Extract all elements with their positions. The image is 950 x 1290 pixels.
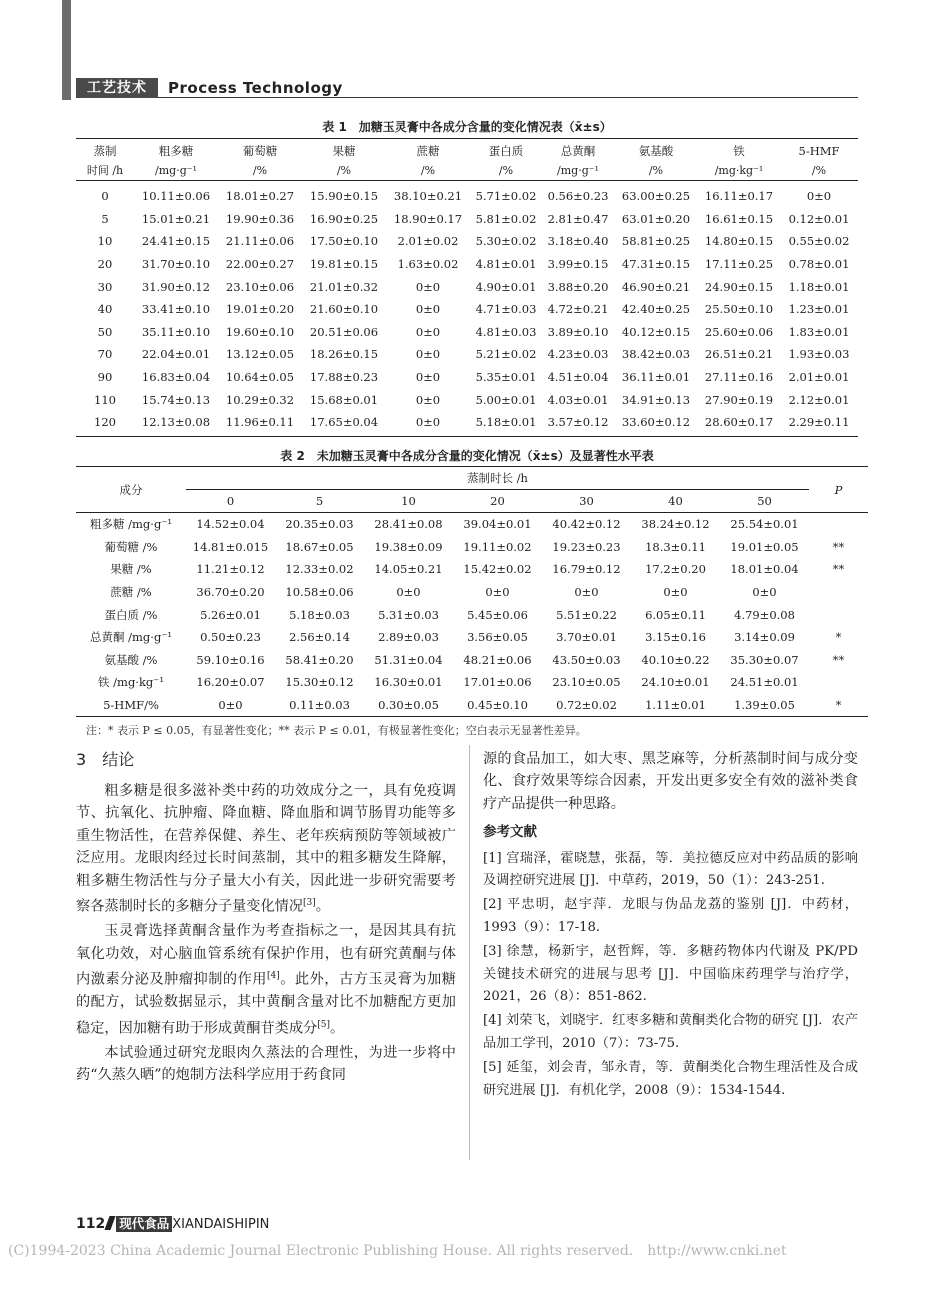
table-cell: 120 bbox=[76, 411, 134, 436]
table-cell: 19.01±0.20 bbox=[225, 302, 295, 317]
table-cell: 0±0 bbox=[396, 585, 421, 600]
table-cell: 6.05±0.11 bbox=[645, 607, 706, 622]
table-row bbox=[76, 253, 858, 276]
table1-header: 蔗糖 bbox=[386, 139, 470, 161]
table-cell: 40.42±0.12 bbox=[552, 517, 621, 532]
table-cell: 0±0 bbox=[663, 585, 688, 600]
table-row bbox=[76, 321, 858, 344]
table-cell: 0±0 bbox=[574, 585, 599, 600]
table-cell: 18.3±0.11 bbox=[645, 539, 706, 554]
table-cell: 0±0 bbox=[415, 302, 441, 317]
table-cell: 0±0 bbox=[806, 189, 832, 204]
table2-time-header: 5 bbox=[275, 490, 364, 513]
table-cell: 14.52±0.04 bbox=[196, 517, 265, 532]
table-cell: 0±0 bbox=[415, 392, 441, 407]
table-cell: 16.90±0.25 bbox=[309, 211, 379, 226]
table-cell: 2.56±0.14 bbox=[289, 630, 350, 645]
paragraph-1-text: 粗多糖是很多滋补类中药的功效成分之一，具有免疫调节、抗氧化、抗肿瘤、降血糖、降血脂和调节肠胃功能等多重生物活性，在营养保健、养生、老年疾病预防等领域被广泛应用。龙眼肉经过长时间蒸制，其中的粗多糖发生降解，粗多糖生物活性与分子量大小有关，因此进一步研究需要考察各蒸制时长的多糖分子量变化情况 bbox=[76, 783, 456, 915]
table1-header: 葡萄糖 bbox=[218, 139, 302, 161]
table1-header: 果糖 bbox=[302, 139, 386, 161]
table-cell: 0.72±0.02 bbox=[542, 694, 631, 717]
table2-caption: 表 2 未加糖玉灵膏中各成分含量的变化情况（x̄±s）及显著性水平表 bbox=[280, 449, 654, 463]
table-cell: 5.26±0.01 bbox=[200, 607, 261, 622]
table-cell: 20.35±0.03 bbox=[285, 517, 354, 532]
table-row bbox=[76, 388, 858, 411]
table-cell: 40 bbox=[97, 302, 113, 317]
table-cell: 5.18±0.01 bbox=[470, 411, 542, 436]
slash-mark bbox=[105, 1216, 116, 1230]
paragraph-3-continued: 源的食品加工，如大枣、黑芝麻等，分析蒸制时间与成分变化、食疗效果等综合因素，开发出更多安全有效的滋补类食疗产品提供一种思路。 bbox=[483, 751, 858, 812]
reference-item: [3] 徐慧，杨新宇，赵哲辉，等．多糖药物体内代谢及 PK/PD 关键技术研究的进展与思考 [J]．中国临床药理学与治疗学，2021，26（8）：851-862. bbox=[483, 944, 858, 1005]
table-cell: 4.03±0.01 bbox=[547, 392, 609, 407]
table-row bbox=[76, 671, 868, 694]
table2-time-header: 50 bbox=[720, 490, 809, 513]
reference-item: [2] 平忠明，赵宇萍．龙眼与伪品龙荔的鉴别 [J]．中药材，1993（9）：17-18. bbox=[483, 897, 858, 935]
table1-unit: /% bbox=[470, 160, 542, 181]
table-cell: 90 bbox=[97, 370, 113, 385]
table-cell: 40.10±0.22 bbox=[641, 652, 710, 667]
table1-header: 5-HMF bbox=[780, 139, 858, 161]
table1-unit: /% bbox=[614, 160, 698, 181]
paragraph-2-text-b: 。此外，古方玉灵膏为加糖的配方，试验数据显示，其中黄酮含量对比不加糖配方更加稳定，因加糖有助于形成黄酮苷类成分 bbox=[76, 971, 456, 1037]
table-cell: 58.41±0.20 bbox=[285, 652, 354, 667]
table-cell: 39.04±0.01 bbox=[463, 517, 532, 532]
table-cell: 2.01±0.02 bbox=[397, 234, 459, 249]
references-title: 参考文献 bbox=[483, 824, 537, 841]
table-cell: 1.39±0.05 bbox=[720, 694, 809, 717]
table-cell: ** bbox=[832, 539, 845, 554]
table-cell: 0.78±0.01 bbox=[788, 257, 850, 272]
table1-unit: /% bbox=[218, 160, 302, 181]
table-cell: 10.64±0.05 bbox=[225, 370, 295, 385]
table-cell: 20 bbox=[97, 257, 113, 272]
reference-item: [1] 宫瑞泽，霍晓慧，张磊，等．美拉德反应对中药品质的影响及调控研究进展 [J]．中草药，2019，50（1）：243-251. bbox=[483, 850, 858, 889]
section-label-en: Process Technology bbox=[168, 79, 343, 97]
table-cell: 5.71±0.02 bbox=[475, 189, 537, 204]
table-cell: ** bbox=[832, 562, 845, 577]
table-cell: 63.00±0.25 bbox=[621, 189, 691, 204]
table-cell: 4.90±0.01 bbox=[475, 279, 537, 294]
table-cell: 10.29±0.32 bbox=[225, 392, 295, 407]
component-name: 葡萄糖 /% bbox=[104, 539, 158, 554]
table-cell: 16.20±0.07 bbox=[196, 675, 265, 690]
paragraph-3: 本试验通过研究龙眼肉久蒸法的合理性，为进一步将中药“久蒸久晒”的炮制方法科学应用于药食同 bbox=[76, 1044, 456, 1084]
table2-time-header: 10 bbox=[364, 490, 453, 513]
table-cell: ** bbox=[832, 652, 845, 667]
table2-time-header: 40 bbox=[631, 490, 720, 513]
table-cell: 18.26±0.15 bbox=[309, 347, 379, 362]
table-cell: 0±0 bbox=[386, 411, 470, 436]
table-cell: 5.18±0.03 bbox=[289, 607, 350, 622]
table-cell: 24.10±0.01 bbox=[641, 675, 710, 690]
table-cell: 5.51±0.22 bbox=[556, 607, 617, 622]
table-cell: 2.89±0.03 bbox=[378, 630, 439, 645]
table-cell: 10 bbox=[97, 234, 113, 249]
table-cell: 5.81±0.02 bbox=[475, 211, 537, 226]
table-cell: 0±0 bbox=[415, 347, 441, 362]
table-cell: 15.42±0.02 bbox=[463, 562, 532, 577]
table-cell: 0.11±0.03 bbox=[275, 694, 364, 717]
table-cell: 35.30±0.07 bbox=[730, 652, 799, 667]
table-cell: 25.54±0.01 bbox=[730, 517, 799, 532]
table-cell: 1.83±0.01 bbox=[788, 324, 850, 339]
table-cell: 0±0 bbox=[415, 324, 441, 339]
table-cell: 2.29±0.11 bbox=[780, 411, 858, 436]
table-cell: 11.21±0.12 bbox=[196, 562, 265, 577]
table2-header-row1 bbox=[76, 467, 868, 490]
table-cell: 63.01±0.20 bbox=[621, 211, 691, 226]
table-cell: 14.80±0.15 bbox=[704, 234, 774, 249]
table-cell: 16.11±0.17 bbox=[704, 189, 774, 204]
table-cell: 19.11±0.02 bbox=[463, 539, 532, 554]
table-cell: 2.81±0.47 bbox=[547, 211, 609, 226]
table-cell: 3.89±0.10 bbox=[547, 324, 609, 339]
table1-unit: /mg·g⁻¹ bbox=[134, 160, 218, 181]
table-cell: 5 bbox=[101, 211, 109, 226]
table-cell: 4.79±0.08 bbox=[734, 607, 795, 622]
table-cell: 40.12±0.15 bbox=[621, 324, 691, 339]
table-row bbox=[76, 298, 858, 321]
table-cell: 11.96±0.11 bbox=[218, 411, 302, 436]
table-cell: 1.18±0.01 bbox=[788, 279, 850, 294]
table-cell: 5.31±0.03 bbox=[378, 607, 439, 622]
table1-header-row2 bbox=[76, 160, 858, 181]
table2-time-header: 20 bbox=[453, 490, 542, 513]
table1-header: 粗多糖 bbox=[134, 139, 218, 161]
table-cell bbox=[809, 671, 868, 694]
table-cell: 4.72±0.21 bbox=[547, 302, 609, 317]
table-cell: 15.90±0.15 bbox=[309, 189, 379, 204]
table-cell: 17.01±0.06 bbox=[463, 675, 532, 690]
table-cell: 38.10±0.21 bbox=[393, 189, 463, 204]
table-cell: 48.21±0.06 bbox=[463, 652, 532, 667]
paragraph-2-end: 。 bbox=[329, 1020, 345, 1037]
table-cell: 0±0 bbox=[186, 694, 275, 717]
table-cell: 31.90±0.12 bbox=[141, 279, 211, 294]
table-cell: 19.90±0.36 bbox=[225, 211, 295, 226]
paragraph-1 bbox=[76, 780, 456, 918]
table-cell: 5.35±0.01 bbox=[475, 370, 537, 385]
table2-note: 注：* 表示 P ≤ 0.05，有显著性变化；** 表示 P ≤ 0.01，有极显著性变化；空白表示无显著性差异。 bbox=[86, 724, 587, 737]
table-cell: 16.30±0.01 bbox=[374, 675, 443, 690]
table-cell: 0.45±0.10 bbox=[453, 694, 542, 717]
page-header bbox=[76, 78, 858, 100]
table-cell: 20.51±0.06 bbox=[309, 324, 379, 339]
table-cell: 21.01±0.32 bbox=[309, 279, 379, 294]
paragraph-2-text-a: 玉灵膏选择黄酮含量作为考查指标之一，是因其具有抗氧化功效，对心脑血管系统有保护作用，也有研究黄酮与体内激素分泌及肿瘤抑制的作用 bbox=[76, 923, 456, 988]
table-row bbox=[76, 603, 868, 626]
table-cell: 24.41±0.15 bbox=[141, 234, 211, 249]
table1-unit: /mg·g⁻¹ bbox=[542, 160, 614, 181]
paragraph-1-end: 。 bbox=[315, 898, 330, 915]
table1-header: 蛋白质 bbox=[470, 139, 542, 161]
table-row bbox=[76, 275, 858, 298]
table2-time-header: 30 bbox=[542, 490, 631, 513]
table-cell: 24.90±0.15 bbox=[704, 279, 774, 294]
table-cell: 4.51±0.04 bbox=[547, 370, 609, 385]
page-footer bbox=[76, 1216, 269, 1232]
table1-header: 氨基酸 bbox=[614, 139, 698, 161]
table-cell: 0.56±0.23 bbox=[547, 189, 609, 204]
table-cell: 23.10±0.06 bbox=[225, 279, 295, 294]
table-cell: 0.55±0.02 bbox=[788, 234, 850, 249]
table-cell: 22.04±0.01 bbox=[141, 347, 211, 362]
table-cell bbox=[809, 513, 868, 536]
table-cell: 17.2±0.20 bbox=[645, 562, 706, 577]
table-cell: 25.50±0.10 bbox=[704, 302, 774, 317]
table-cell: 0.12±0.01 bbox=[788, 211, 850, 226]
component-name: 蛋白质 /% bbox=[104, 607, 158, 622]
table-cell: 15.74±0.13 bbox=[141, 392, 211, 407]
table-cell: 16.61±0.15 bbox=[704, 211, 774, 226]
component-name: 5-HMF/% bbox=[76, 694, 186, 717]
table-cell: 27.90±0.19 bbox=[704, 392, 774, 407]
table-cell: 110 bbox=[94, 392, 116, 407]
section-number: 3 bbox=[76, 750, 87, 769]
table-cell bbox=[809, 581, 868, 604]
table2-component-header: 成分 bbox=[76, 467, 186, 513]
magazine-name-cn: 现代食品 bbox=[116, 1216, 172, 1232]
page-number: 112 bbox=[76, 1216, 106, 1232]
table1-header: 总黄酮 bbox=[542, 139, 614, 161]
table-cell: 70 bbox=[97, 347, 113, 362]
table-cell: 19.38±0.09 bbox=[374, 539, 443, 554]
table-row bbox=[76, 581, 868, 604]
table-cell: 13.12±0.05 bbox=[225, 347, 295, 362]
component-name: 总黄酮 /mg·g⁻¹ bbox=[90, 630, 172, 645]
table-row bbox=[76, 181, 858, 208]
table-row bbox=[76, 343, 858, 366]
table-cell: 5.21±0.02 bbox=[475, 347, 537, 362]
table-row bbox=[76, 230, 858, 253]
table-cell: 5.00±0.01 bbox=[475, 392, 537, 407]
table-cell: 16.83±0.04 bbox=[141, 370, 211, 385]
table-cell: 25.60±0.06 bbox=[704, 324, 774, 339]
table1-unit: /% bbox=[386, 160, 470, 181]
table-cell: 59.10±0.16 bbox=[196, 652, 265, 667]
table-cell: 18.01±0.04 bbox=[730, 562, 799, 577]
table-cell: 3.70±0.01 bbox=[556, 630, 617, 645]
table-cell: 14.05±0.21 bbox=[374, 562, 443, 577]
section-heading bbox=[76, 748, 456, 772]
table-cell: 28.41±0.08 bbox=[374, 517, 443, 532]
citation: [3] bbox=[303, 898, 316, 909]
table1-caption: 表 1 加糖玉灵膏中各成分含量的变化情况表（x̄±s） bbox=[322, 120, 612, 134]
left-column bbox=[76, 748, 456, 1088]
table-cell: 51.31±0.04 bbox=[374, 652, 443, 667]
reference-item: [4] 刘荣飞，刘晓宇．红枣多糖和黄酮类化合物的研究 [J]．农产品加工学刊，2010（7）：73-75. bbox=[483, 1013, 858, 1051]
table-cell: 21.11±0.06 bbox=[225, 234, 295, 249]
table-cell: 10.58±0.06 bbox=[285, 585, 354, 600]
table-cell: 2.12±0.01 bbox=[788, 392, 850, 407]
table2 bbox=[76, 466, 868, 717]
table-cell: 43.50±0.03 bbox=[552, 652, 621, 667]
table-cell: 38.24±0.12 bbox=[641, 517, 710, 532]
table-cell: 0±0 bbox=[415, 370, 441, 385]
table1-unit: 时间 /h bbox=[76, 160, 134, 181]
section-label-cn: 工艺技术 bbox=[76, 78, 158, 98]
table-cell: 30 bbox=[97, 279, 113, 294]
table-cell: 19.23±0.23 bbox=[552, 539, 621, 554]
table-cell: 22.00±0.27 bbox=[225, 257, 295, 272]
table-cell: 33.60±0.12 bbox=[614, 411, 698, 436]
table-cell: 2.01±0.01 bbox=[788, 370, 850, 385]
table1-unit: /mg·kg⁻¹ bbox=[698, 160, 780, 181]
table-cell: 14.81±0.015 bbox=[192, 539, 269, 554]
table-cell: 3.99±0.15 bbox=[547, 257, 609, 272]
table-cell: 1.23±0.01 bbox=[788, 302, 850, 317]
table-cell: 36.11±0.01 bbox=[621, 370, 691, 385]
table-cell: 26.51±0.21 bbox=[704, 347, 774, 362]
table2-header-row2 bbox=[76, 490, 868, 513]
header-side-bar bbox=[62, 0, 71, 100]
table-row bbox=[76, 558, 868, 581]
table-cell: 0±0 bbox=[485, 585, 510, 600]
table-cell: 31.70±0.10 bbox=[141, 257, 211, 272]
table-cell: 3.57±0.12 bbox=[542, 411, 614, 436]
table-cell: 3.56±0.05 bbox=[467, 630, 528, 645]
table2-group-header: 蒸制时长 /h bbox=[186, 467, 809, 490]
table-cell: 4.81±0.01 bbox=[475, 257, 537, 272]
copyright-watermark: (C)1994-2023 China Academic Journal Electronic Publishing House. All rights reserved. http://www.cnki.net bbox=[8, 1243, 787, 1259]
table-cell: 0.50±0.23 bbox=[200, 630, 261, 645]
table-cell: 27.11±0.16 bbox=[704, 370, 774, 385]
table-cell: 4.71±0.03 bbox=[475, 302, 537, 317]
component-name: 氨基酸 /% bbox=[104, 652, 158, 667]
table-cell: 10.11±0.06 bbox=[141, 189, 211, 204]
table-cell: 0 bbox=[101, 189, 109, 204]
table-cell: 17.88±0.23 bbox=[309, 370, 379, 385]
header-rule bbox=[158, 97, 858, 98]
table-cell: 1.93±0.03 bbox=[788, 347, 850, 362]
citation: [5] bbox=[317, 1019, 330, 1030]
component-name: 铁 /mg·kg⁻¹ bbox=[98, 675, 164, 690]
table-cell: 3.88±0.20 bbox=[547, 279, 609, 294]
magazine-name-en: XIANDAISHIPIN bbox=[172, 1217, 270, 1232]
table-cell: 35.11±0.10 bbox=[141, 324, 211, 339]
table-cell: 12.13±0.08 bbox=[134, 411, 218, 436]
table-cell: 19.81±0.15 bbox=[309, 257, 379, 272]
table-cell: 19.60±0.10 bbox=[225, 324, 295, 339]
table2-p-header: P bbox=[809, 467, 868, 513]
table-cell: 42.40±0.25 bbox=[621, 302, 691, 317]
table1-unit: /% bbox=[780, 160, 858, 181]
table-cell: 33.41±0.10 bbox=[141, 302, 211, 317]
table-row bbox=[76, 536, 868, 559]
paragraph-2 bbox=[76, 920, 456, 1040]
table-cell: 18.01±0.27 bbox=[225, 189, 295, 204]
table-cell: 17.11±0.25 bbox=[704, 257, 774, 272]
right-column bbox=[483, 748, 858, 1104]
table1 bbox=[76, 138, 858, 437]
table-cell: 15.01±0.21 bbox=[141, 211, 211, 226]
table-cell: 34.91±0.13 bbox=[621, 392, 691, 407]
table-row bbox=[76, 411, 858, 436]
table-row bbox=[76, 626, 868, 649]
table-cell: 58.81±0.25 bbox=[621, 234, 691, 249]
table-cell: 0±0 bbox=[415, 279, 441, 294]
table-cell: 18.90±0.17 bbox=[393, 211, 463, 226]
component-name: 果糖 /% bbox=[110, 562, 152, 577]
table-cell: 4.81±0.03 bbox=[475, 324, 537, 339]
table1-header: 蒸制 bbox=[76, 139, 134, 161]
table-cell: 3.15±0.16 bbox=[645, 630, 706, 645]
table-cell: 4.23±0.03 bbox=[547, 347, 609, 362]
table-cell: 46.90±0.21 bbox=[621, 279, 691, 294]
component-name: 粗多糖 /mg·g⁻¹ bbox=[90, 517, 172, 532]
table-cell: 1.11±0.01 bbox=[631, 694, 720, 717]
table-cell: 15.30±0.12 bbox=[285, 675, 354, 690]
table-cell: 12.33±0.02 bbox=[285, 562, 354, 577]
table-row bbox=[76, 208, 858, 231]
table1-header-row1 bbox=[76, 139, 858, 161]
table-cell: 19.01±0.05 bbox=[730, 539, 799, 554]
table-cell: 21.60±0.10 bbox=[309, 302, 379, 317]
table-cell: 24.51±0.01 bbox=[730, 675, 799, 690]
reference-item: [5] 延玺，刘会青，邹永青，等．黄酮类化合物生理活性及合成研究进展 [J]．有机化学，2008（9）：1534-1544. bbox=[483, 1060, 858, 1098]
table-cell: 5.45±0.06 bbox=[467, 607, 528, 622]
table-row bbox=[76, 366, 858, 389]
table-cell: 0±0 bbox=[752, 585, 777, 600]
table-cell bbox=[809, 603, 868, 626]
table-cell: * bbox=[835, 630, 842, 645]
citation: [4] bbox=[266, 970, 280, 981]
table-cell: 50 bbox=[97, 324, 113, 339]
section-title: 结论 bbox=[102, 750, 135, 769]
table-cell: 1.63±0.02 bbox=[397, 257, 459, 272]
table-row bbox=[76, 694, 868, 717]
table-cell: 38.42±0.03 bbox=[621, 347, 691, 362]
table1-header: 铁 bbox=[698, 139, 780, 161]
column-divider bbox=[469, 745, 470, 1160]
table-cell: 3.14±0.09 bbox=[734, 630, 795, 645]
table-cell: * bbox=[809, 694, 868, 717]
table-cell: 17.65±0.04 bbox=[302, 411, 386, 436]
table2-time-header: 0 bbox=[186, 490, 275, 513]
table-cell: 23.10±0.05 bbox=[552, 675, 621, 690]
component-name: 蔗糖 /% bbox=[110, 585, 152, 600]
table-cell: 5.30±0.02 bbox=[475, 234, 537, 249]
table1-unit: /% bbox=[302, 160, 386, 181]
table-cell: 18.67±0.05 bbox=[285, 539, 354, 554]
table-cell: 3.18±0.40 bbox=[547, 234, 609, 249]
table-cell: 17.50±0.10 bbox=[309, 234, 379, 249]
table-cell: 47.31±0.15 bbox=[621, 257, 691, 272]
table-cell: 16.79±0.12 bbox=[552, 562, 621, 577]
table-cell: 15.68±0.01 bbox=[309, 392, 379, 407]
table-row bbox=[76, 649, 868, 672]
table-cell: 0.30±0.05 bbox=[364, 694, 453, 717]
table-cell: 28.60±0.17 bbox=[698, 411, 780, 436]
table-cell: 36.70±0.20 bbox=[196, 585, 265, 600]
table-row bbox=[76, 513, 868, 536]
